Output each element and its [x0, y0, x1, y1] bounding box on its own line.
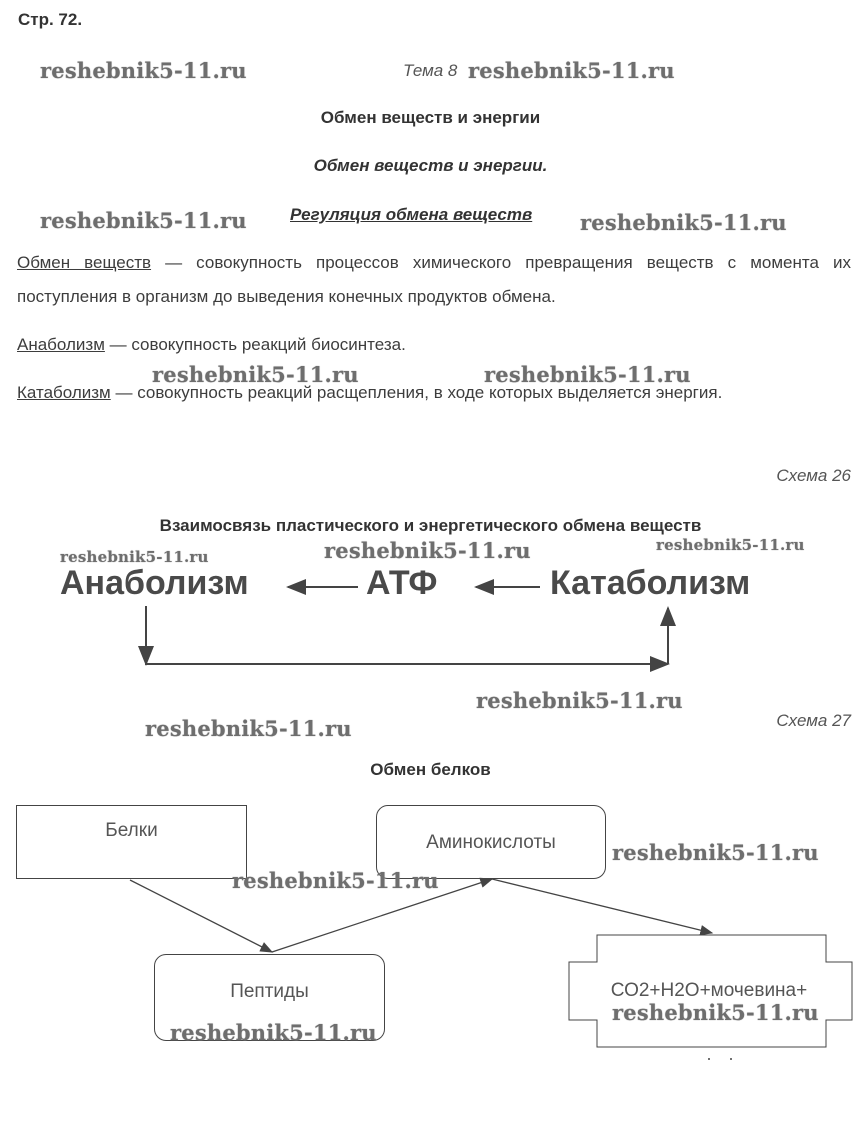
anabolism-node: Анаболизм	[60, 564, 249, 602]
atp-node: АТФ	[366, 564, 438, 602]
proteins-label: Белки	[105, 820, 158, 841]
amino-acids-label: Аминокислоты	[426, 832, 556, 853]
term-catabolism: Катаболизм	[17, 383, 111, 402]
definition-text: — совокупность процессов химического превращения веществ с момента их поступления в организм до выведения конечных продуктов обмена.	[17, 253, 851, 306]
definition-text: — совокупность реакций расщепления, в ходе которых выделяется энергия.	[110, 383, 723, 402]
scheme-27-label: Схема 27	[776, 711, 851, 730]
watermark: reshebnik5-11.ru	[145, 716, 352, 741]
watermark: reshebnik5-11.ru	[232, 868, 439, 893]
page-subtitle: Обмен веществ и энергии.	[313, 156, 548, 175]
peptides-label: Пептиды	[230, 981, 309, 1002]
scheme-27-title: Обмен белков	[370, 760, 491, 779]
watermark: reshebnik5-11.ru	[656, 536, 805, 554]
page-number: Стр. 72.	[18, 10, 83, 29]
watermark: reshebnik5-11.ru	[170, 1020, 377, 1045]
watermark: reshebnik5-11.ru	[324, 538, 531, 563]
watermark: reshebnik5-11.ru	[468, 58, 675, 83]
term-anabolism: Анаболизм	[17, 335, 105, 354]
section-heading: Регуляция обмена веществ	[290, 205, 533, 224]
page-title: Обмен веществ и энергии	[320, 108, 541, 127]
scheme-26-title: Взаимосвязь пластического и энергетического обмена веществ	[159, 516, 702, 535]
watermark: reshebnik5-11.ru	[612, 840, 819, 865]
watermark: reshebnik5-11.ru	[484, 362, 691, 387]
watermark: reshebnik5-11.ru	[580, 210, 787, 235]
watermark: reshebnik5-11.ru	[40, 208, 247, 233]
scheme-26-label: Схема 26	[776, 466, 851, 485]
watermark: reshebnik5-11.ru	[60, 548, 209, 566]
watermark: reshebnik5-11.ru	[152, 362, 359, 387]
watermark: reshebnik5-11.ru	[40, 58, 247, 83]
watermark: reshebnik5-11.ru	[476, 688, 683, 713]
arrow-amino-acids-to-products	[492, 879, 712, 933]
theme-label: Тема 8	[403, 61, 458, 80]
watermark: reshebnik5-11.ru	[612, 1000, 819, 1025]
catabolism-node: Катаболизм	[550, 564, 751, 602]
products-label: СО2+Н2О+мочевина+	[610, 980, 808, 1001]
term-metabolism: Обмен веществ	[17, 253, 152, 272]
definition-text: — совокупность реакций биосинтеза.	[104, 335, 406, 354]
